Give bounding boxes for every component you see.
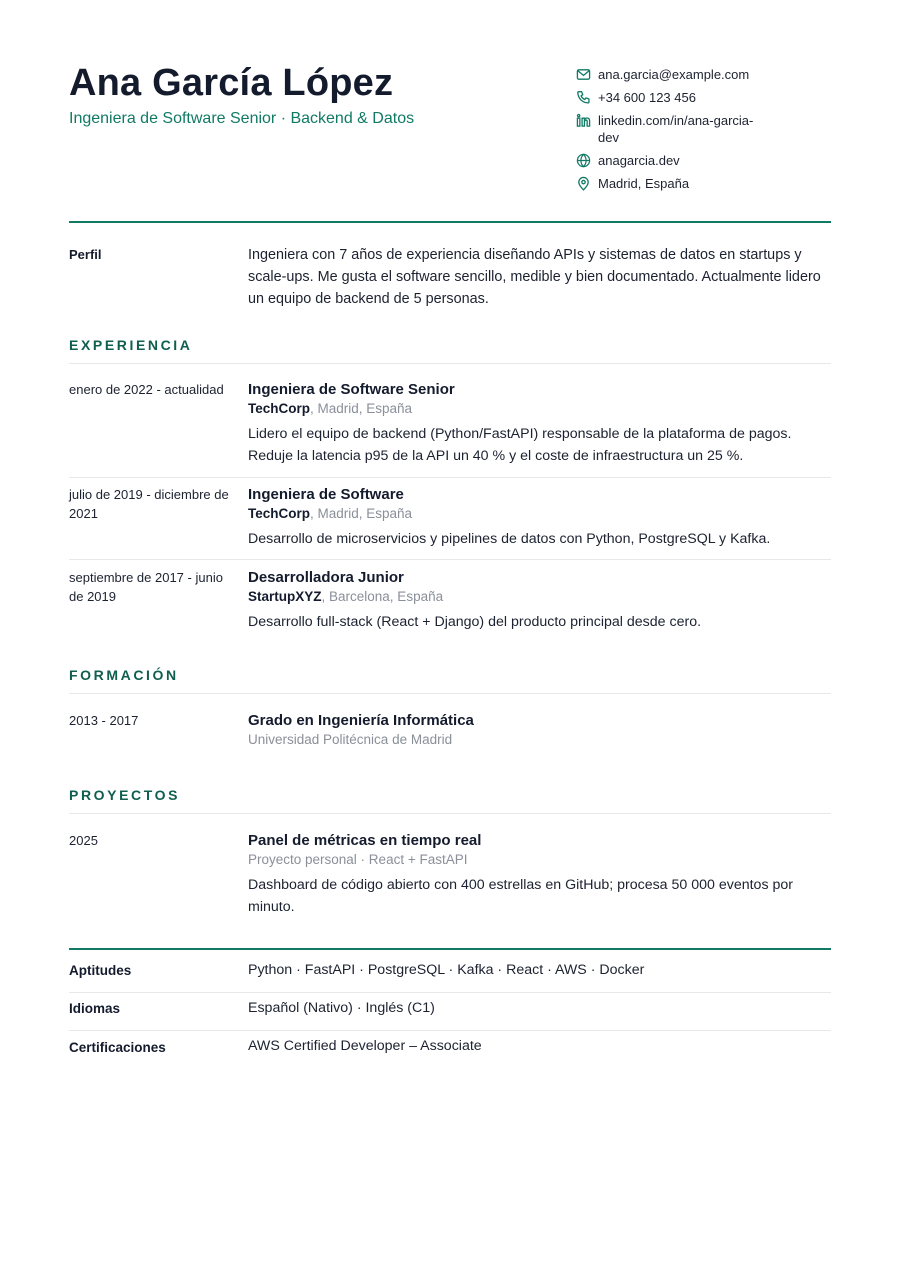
entry-divider [69,477,831,478]
job-location: , Madrid, España [310,401,413,416]
experience-section-title: EXPERIENCIA [69,337,193,353]
project-dates: 2025 [69,833,98,848]
job-location: , Madrid, España [310,506,413,521]
job-title: Ingeniera de Software [248,486,404,503]
education-dates: 2013 - 2017 [69,713,139,728]
degree-title: Grado en Ingeniería Informática [248,712,474,729]
mail-icon [576,67,592,83]
email-text: ana.garcia@example.com [598,67,750,82]
institution-name: Universidad Politécnica de Madrid [248,732,453,747]
job-description: Desarrollo de microservicios y pipelines de datos con Python, PostgreSQL y Kafka. [248,531,771,547]
experience-dates: julio de 2019 - diciembre de 2021 [69,487,229,521]
info-row-divider [69,1030,831,1031]
candidate-headline: Ingeniera de Software Senior · Backend & Datos [69,110,415,127]
project-item [248,831,831,918]
experience-dates: enero de 2022 - actualidad [69,382,224,397]
languages-label: Idiomas [69,1001,121,1016]
location-text: Madrid, España [598,176,690,191]
education-item [248,711,831,749]
experience-item [248,380,831,467]
experience-item [248,485,831,550]
job-location: , Barcelona, España [321,589,444,604]
contact-linkedin[interactable] [576,112,776,146]
section-divider [69,693,831,694]
info-row-divider [69,992,831,993]
projects-section-title: PROYECTOS [69,787,181,803]
job-title: Ingeniera de Software Senior [248,381,455,398]
languages-value: Español (Nativo) · Inglés (C1) [248,1000,435,1016]
resume-page [69,0,831,1272]
company-name: TechCorp [248,506,311,521]
location-icon [576,176,592,192]
project-subtitle: Proyecto personal · React + FastAPI [248,852,468,867]
candidate-name: Ana García López [69,62,394,104]
info-divider [69,948,831,950]
job-org [248,587,831,606]
globe-icon [576,153,592,169]
contact-phone[interactable] [576,89,776,106]
section-divider [69,363,831,364]
contact-location [576,175,776,192]
website-text: anagarcia.dev [598,153,680,168]
skills-label: Aptitudes [69,963,132,978]
header-divider [69,221,831,223]
job-title: Desarrolladora Junior [248,569,404,586]
project-title: Panel de métricas en tiempo real [248,832,482,849]
education-section-title: FORMACIÓN [69,667,179,683]
section-divider [69,813,831,814]
contact-list [576,66,776,198]
linkedin-text: linkedin.com/in/ana-garcia-dev [598,113,754,145]
project-description: Dashboard de código abierto con 400 estrellas en GitHub; procesa 50 000 eventos por minuto. [248,877,793,915]
company-name: TechCorp [248,401,311,416]
experience-dates: septiembre de 2017 - junio de 2019 [69,570,223,604]
profile-text: Ingeniera con 7 años de experiencia diseñando APIs y sistemas de datos en startups y scale-ups. Me gusta el software sencillo, medible y bien documentado. Actualmente lidero un equipo de backend de 5 personas. [248,247,821,307]
skills-value: Python · FastAPI · PostgreSQL · Kafka · React · AWS · Docker [248,962,645,978]
job-org [248,504,831,523]
phone-icon [576,90,592,106]
certifications-label: Certificaciones [69,1040,166,1055]
job-description: Lidero el equipo de backend (Python/FastAPI) responsable de la plataforma de pagos. Reduje la latencia p95 de la API un 40 % y el coste de infraestructura un 25 %. [248,426,792,464]
experience-item [248,568,831,633]
company-name: StartupXYZ [248,589,322,604]
contact-email[interactable] [576,66,776,83]
job-description: Desarrollo full-stack (React + Django) del producto principal desde cero. [248,614,702,630]
job-org [248,399,831,418]
linkedin-icon [576,113,592,129]
phone-text: +34 600 123 456 [598,90,696,105]
certifications-value: AWS Certified Developer – Associate [248,1038,482,1054]
entry-divider [69,559,831,560]
profile-label: Perfil [69,247,102,262]
contact-website[interactable] [576,152,776,169]
